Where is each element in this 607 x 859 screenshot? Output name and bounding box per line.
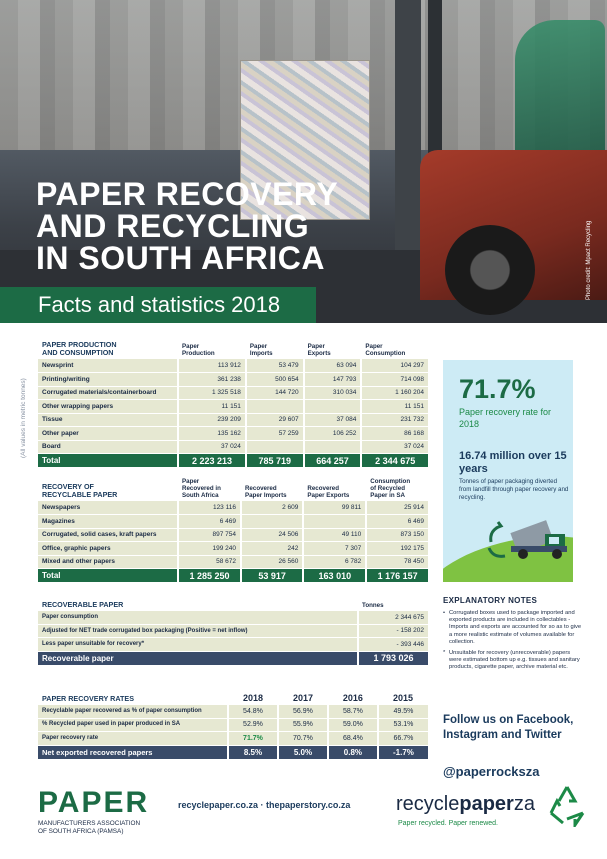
row-value: 99 811 (303, 501, 366, 515)
row-label: % Recycled paper used in paper produced in SA (38, 718, 228, 732)
col-line: of Recycled (370, 485, 405, 492)
total-value: 1 793 026 (358, 651, 428, 665)
table-row (38, 718, 428, 732)
row-value: 55.9% (278, 718, 328, 732)
diverted-figure: 16.74 million over 15 years (459, 450, 567, 475)
table-row (38, 542, 428, 556)
table-row (38, 427, 428, 441)
row-value: 11 151 (178, 400, 246, 414)
section-line: RECOVERY OF (42, 482, 94, 491)
total-value: 2 344 675 (361, 454, 428, 468)
recovery-rate-figure: 71.7% (459, 374, 536, 404)
row-label: Corrugated materials/containerboard (38, 386, 178, 400)
recyclepaper-brand (396, 793, 535, 816)
total-value: -1.7% (378, 745, 428, 759)
row-value: 500 654 (246, 373, 304, 387)
row-value: 714 098 (361, 373, 428, 387)
total-value: 785 719 (246, 454, 304, 468)
rates-rows (38, 705, 428, 760)
row-label: Paper consumption (38, 611, 358, 625)
col-header (246, 341, 304, 359)
row-value: 192 175 (366, 542, 428, 556)
row-value: 6 469 (178, 515, 241, 529)
recoverable-table (38, 597, 428, 666)
follow-text: Follow us on Facebook, Instagram and Twitter (443, 714, 574, 741)
row-label: Board (38, 440, 178, 454)
production-rows (38, 359, 428, 468)
row-value: 57 259 (246, 427, 304, 441)
row-value: 37 084 (304, 413, 362, 427)
table-row (38, 555, 428, 569)
col-header (178, 478, 241, 501)
section-line: PAPER PRODUCTION (42, 340, 117, 349)
col-line: Paper (365, 343, 383, 350)
org-name: MANUFACTURERS ASSOCIATION OF SOUTH AFRICA (PAMSA) (38, 820, 141, 835)
total-row (38, 454, 428, 468)
title-line-2: AND RECYCLING (36, 208, 310, 244)
brand-part: recycle (396, 793, 460, 815)
row-value (246, 400, 304, 414)
row-value: 6 469 (366, 515, 428, 529)
pamsa-logo (38, 788, 149, 835)
section-line: RECYCLABLE PAPER (42, 490, 118, 499)
section-line: AND CONSUMPTION (42, 348, 114, 357)
total-value: 163 010 (303, 569, 366, 583)
table-row (38, 638, 428, 652)
total-value: 1 285 250 (178, 569, 241, 583)
subtitle: Facts and statistics 2018 (38, 292, 281, 317)
col-line: Consumption (370, 478, 411, 485)
row-value: 53 479 (246, 359, 304, 373)
row-value: 2 609 (241, 501, 303, 515)
row-value: 66.7% (378, 732, 428, 746)
row-value: 239 209 (178, 413, 246, 427)
stats-panel (443, 360, 573, 582)
total-value: 664 257 (304, 454, 362, 468)
col-line: Consumption (365, 350, 406, 357)
recovery-rate-label: Paper recovery rate for 2018 (459, 407, 552, 429)
row-value: - 158 202 (358, 624, 428, 638)
brand-part: paper (459, 793, 514, 815)
table-row (38, 501, 428, 515)
col-line: Paper (182, 343, 200, 350)
forklift-wheel (445, 225, 535, 315)
col-line: Paper (249, 343, 268, 350)
diverted-description: Tonnes of paper packaging diverted from landfill through paper recovery and recycling. (459, 478, 569, 501)
row-label: Other paper (38, 427, 178, 441)
row-value: 24 506 (241, 528, 303, 542)
table-row (38, 373, 428, 387)
row-value: - 393 446 (358, 638, 428, 652)
row-value: 78 450 (366, 555, 428, 569)
col-line: Recovered (307, 485, 340, 492)
total-value: 53 917 (241, 569, 303, 583)
table-row (38, 413, 428, 427)
row-value: 310 034 (304, 386, 362, 400)
row-value (304, 400, 362, 414)
row-value: 63 094 (304, 359, 362, 373)
row-value: 199 240 (178, 542, 241, 556)
row-value: 26 560 (241, 555, 303, 569)
table-row (38, 359, 428, 373)
brand-part: za (513, 793, 535, 815)
table-row (38, 386, 428, 400)
row-value: 6 782 (303, 555, 366, 569)
production-table (38, 341, 428, 468)
recovery-section-title (38, 478, 178, 501)
row-value: 135 162 (178, 427, 246, 441)
row-label: Adjusted for NET trade corrugated box packaging (Positive = net inflow) (38, 624, 358, 638)
row-label: Mixed and other papers (38, 555, 178, 569)
col-header (178, 341, 246, 359)
col-line: Recovered in (182, 485, 221, 492)
recovery-rows (38, 501, 428, 583)
year-header: 2017 (292, 692, 313, 703)
recycle-icon (545, 783, 589, 827)
row-value: 56.9% (278, 705, 328, 719)
row-value: 873 150 (366, 528, 428, 542)
row-value: 86 168 (361, 427, 428, 441)
row-label: Printing/writing (38, 373, 178, 387)
note-item: • Corrugated boxes used to package imported and exported products are included in collectables - Imports and exports are accounted for so as to give a more realistic estimate of volumes available for collection. (443, 610, 583, 646)
total-value: 1 176 157 (366, 569, 428, 583)
col-line: Imports (249, 350, 273, 357)
rates-table (38, 691, 428, 760)
notes-list (443, 610, 583, 676)
total-value: 0.8% (328, 745, 378, 759)
row-label: Magazines (38, 515, 178, 529)
row-value: 29 607 (246, 413, 304, 427)
row-value: 123 116 (178, 501, 241, 515)
row-value: 7 307 (303, 542, 366, 556)
total-label: Net exported recovered papers (38, 745, 228, 759)
total-label: Recoverable paper (38, 651, 358, 665)
col-line: Production (182, 350, 215, 357)
row-label: Tissue (38, 413, 178, 427)
website-links[interactable]: recyclepaper.co.za · thepaperstory.co.za (178, 800, 351, 810)
row-value (303, 515, 366, 529)
row-value (241, 515, 303, 529)
row-value: 106 252 (304, 427, 362, 441)
notes-title: EXPLANATORY NOTES (443, 596, 538, 605)
row-value: 361 238 (178, 373, 246, 387)
row-value: 52.9% (228, 718, 278, 732)
row-value: 53.1% (378, 718, 428, 732)
total-row (38, 651, 428, 665)
row-value: 59.0% (328, 718, 378, 732)
table-row (38, 515, 428, 529)
note-item: * Unsuitable for recovery (unrecoverable) papers were estimated bottom up e.g. tissues and sanitary products, cigarette paper, archive material etc. (443, 650, 583, 672)
year-header: 2018 (242, 692, 263, 703)
total-value: 5.0% (278, 745, 328, 759)
driver-figure (515, 20, 605, 160)
title-line-1: PAPER RECOVERY (36, 176, 339, 212)
col-line: South Africa (182, 492, 219, 499)
col-line: Exports (307, 350, 331, 357)
row-value: 25 914 (366, 501, 428, 515)
table-row (38, 705, 428, 719)
title-line-3: IN SOUTH AFRICA (36, 240, 325, 276)
row-value: 147 793 (304, 373, 362, 387)
row-label: Paper recovery rate (38, 732, 228, 746)
recoverable-rows (38, 611, 428, 666)
row-value (304, 440, 362, 454)
col-header (241, 478, 303, 501)
row-value: 1 325 518 (178, 386, 246, 400)
table-row (38, 440, 428, 454)
row-value: 58 672 (178, 555, 241, 569)
row-label: Recyclable paper recovered as % of paper consumption (38, 705, 228, 719)
social-handle[interactable]: @paperrocksza (443, 764, 540, 779)
year-header: 2016 (342, 692, 363, 703)
total-row (38, 745, 428, 759)
row-label: Less paper unsuitable for recovery* (38, 638, 358, 652)
production-section-title (38, 341, 178, 359)
total-label: Total (38, 569, 178, 583)
row-value: 54.8% (228, 705, 278, 719)
col-line: Paper Exports (307, 492, 350, 499)
table-row (38, 528, 428, 542)
row-label: Office, graphic papers (38, 542, 178, 556)
year-header: 2015 (392, 692, 413, 703)
row-value: 231 732 (361, 413, 428, 427)
col-line: Recovered (244, 485, 277, 492)
col-line: Paper Imports (244, 492, 287, 499)
rates-section-title: PAPER RECOVERY RATES (42, 693, 134, 703)
units-note: (All values in metric tonnes) (20, 378, 27, 458)
photo-credit: Photo credit: Mpact Recycling (586, 220, 592, 300)
row-value: 242 (241, 542, 303, 556)
row-value: 11 151 (361, 400, 428, 414)
col-line: Paper (307, 343, 325, 350)
col-header (366, 478, 428, 501)
row-label: Corrugated, solid cases, kraft papers (38, 528, 178, 542)
row-value (246, 440, 304, 454)
row-value: 1 160 204 (361, 386, 428, 400)
row-value: 104 297 (361, 359, 428, 373)
total-value: 8.5% (228, 745, 278, 759)
total-value: 2 223 213 (178, 454, 246, 468)
logo-word: PAPER (38, 786, 150, 819)
table-row (38, 611, 428, 625)
row-value: 58.7% (328, 705, 378, 719)
row-value: 144 720 (246, 386, 304, 400)
table-row (38, 624, 428, 638)
row-value: 113 912 (178, 359, 246, 373)
col-header (303, 478, 366, 501)
col-header (304, 341, 362, 359)
row-label: Newspapers (38, 501, 178, 515)
col-header (361, 341, 428, 359)
total-label: Total (38, 454, 178, 468)
recovery-table (38, 478, 428, 583)
total-row (38, 569, 428, 583)
table-row (38, 400, 428, 414)
row-value: 71.7% (228, 732, 278, 746)
table-row (38, 732, 428, 746)
brand-tagline: Paper recycled. Paper renewed. (398, 820, 498, 827)
row-label: Newsprint (38, 359, 178, 373)
row-value: 2 344 675 (358, 611, 428, 625)
hero-title (36, 178, 366, 274)
row-value: 49 110 (303, 528, 366, 542)
col-line: Paper (182, 478, 200, 485)
row-value: 37 024 (178, 440, 246, 454)
row-value: 70.7% (278, 732, 328, 746)
row-value: 37 024 (361, 440, 428, 454)
row-label: Other wrapping papers (38, 400, 178, 414)
row-value: 897 754 (178, 528, 241, 542)
tonnes-header: Tonnes (362, 601, 384, 609)
row-value: 49.5% (378, 705, 428, 719)
recycling-truck-icon (483, 508, 573, 568)
recoverable-section-title: RECOVERABLE PAPER (42, 599, 124, 609)
forklift-mast (395, 0, 421, 250)
row-value: 68.4% (328, 732, 378, 746)
col-line: Paper in SA (370, 492, 405, 499)
